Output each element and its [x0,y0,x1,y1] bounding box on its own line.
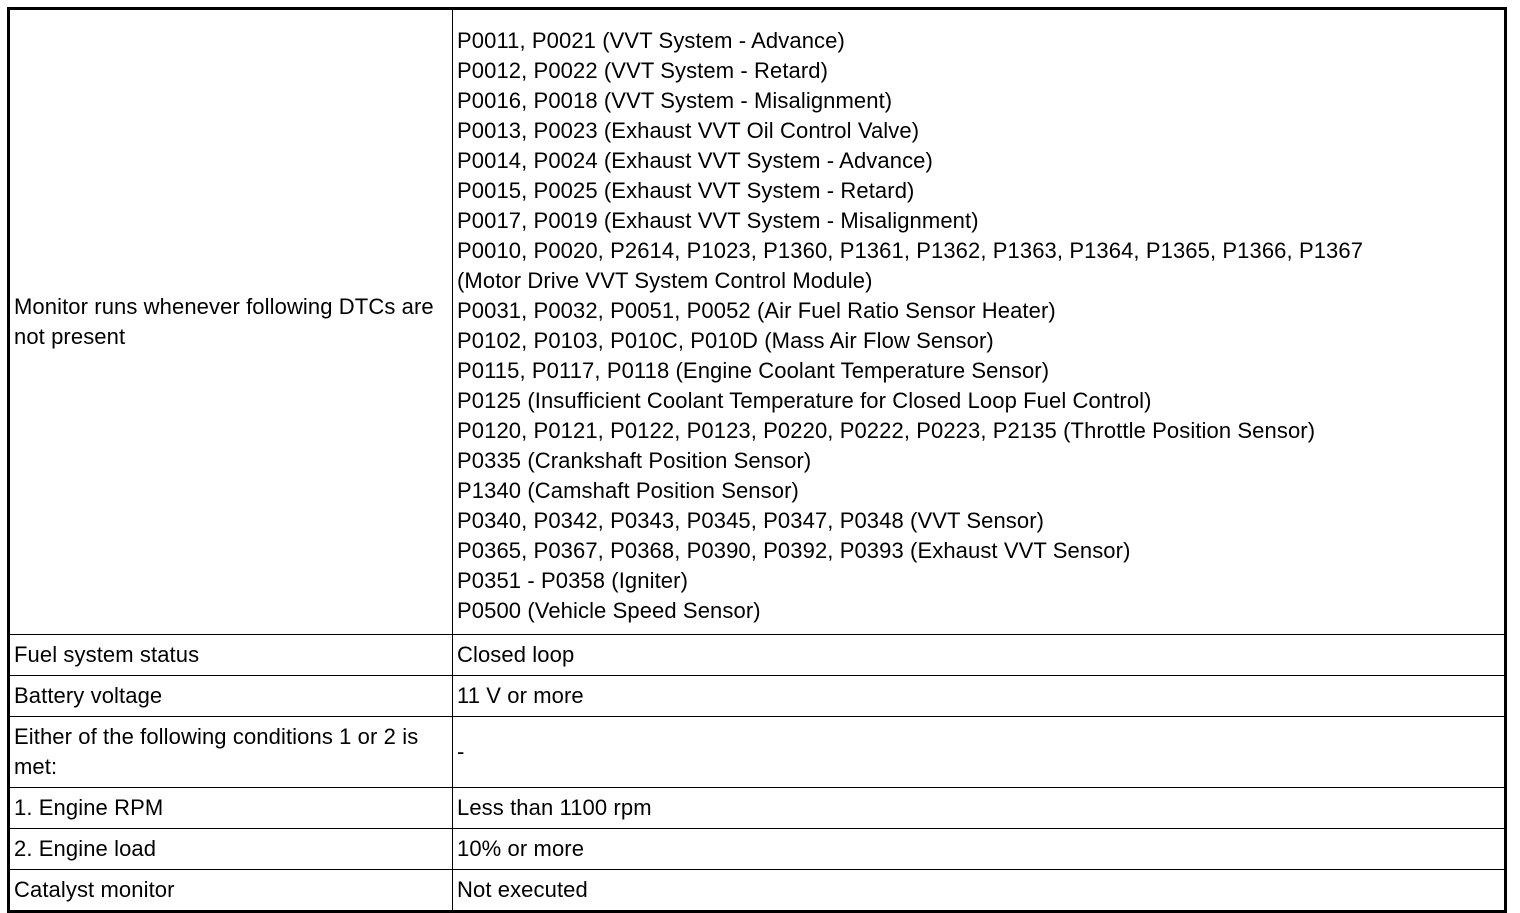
dtc-line: P0120, P0121, P0122, P0123, P0220, P0222, P0223, P2135 (Throttle Position Sensor) [457,418,1316,443]
condition-cell: Catalyst monitor [9,870,453,912]
table-row [9,788,1506,829]
value-cell: 10% or more [453,829,1506,870]
condition-cell: Either of the following conditions 1 or 2 is met: [9,717,453,788]
dtc-line: P0012, P0022 (VVT System - Retard) [457,58,829,83]
dtc-line: P0013, P0023 (Exhaust VVT Oil Control Valve) [457,118,920,143]
dtc-line: P0031, P0032, P0051, P0052 (Air Fuel Ratio Sensor Heater) [457,298,1056,323]
condition-cell: Battery voltage [9,676,453,717]
dtc-line: P0016, P0018 (VVT System - Misalignment) [457,88,893,113]
dtc-line: P0102, P0103, P010C, P010D (Mass Air Flow Sensor) [457,328,994,353]
value-cell: Less than 1100 rpm [453,788,1506,829]
condition-cell: Monitor runs whenever following DTCs are not present [9,9,453,635]
dtc-line: P0500 (Vehicle Speed Sensor) [457,598,761,623]
table-row-dtc-list [9,9,1506,635]
condition-cell: Fuel system status [9,635,453,676]
dtc-line: (Motor Drive VVT System Control Module) [457,268,873,293]
table-row [9,870,1506,912]
value-cell: 11 V or more [453,676,1506,717]
dtc-line: P0010, P0020, P2614, P1023, P1360, P1361, P1362, P1363, P1364, P1365, P1366, P1367 [457,238,1364,263]
dtc-line: P0340, P0342, P0343, P0345, P0347, P0348 (VVT Sensor) [457,508,1045,533]
dtc-line: P0014, P0024 (Exhaust VVT System - Advance) [457,148,933,173]
condition-cell: 1. Engine RPM [9,788,453,829]
dtc-list-cell [453,9,1506,635]
table-row [9,676,1506,717]
table-row [9,635,1506,676]
table-row [9,717,1506,788]
dtc-line: P0015, P0025 (Exhaust VVT System - Retard) [457,178,915,203]
dtc-line: P1340 (Camshaft Position Sensor) [457,478,799,503]
monitor-conditions-table [7,7,1507,913]
dtc-line: P0125 (Insufficient Coolant Temperature for Closed Loop Fuel Control) [457,388,1152,413]
value-cell: - [453,717,1506,788]
condition-cell: 2. Engine load [9,829,453,870]
value-cell: Closed loop [453,635,1506,676]
dtc-line: P0115, P0117, P0118 (Engine Coolant Temperature Sensor) [457,358,1050,383]
value-cell: Not executed [453,870,1506,912]
dtc-line: P0365, P0367, P0368, P0390, P0392, P0393 (Exhaust VVT Sensor) [457,538,1131,563]
dtc-line: P0017, P0019 (Exhaust VVT System - Misalignment) [457,208,979,233]
table-row [9,829,1506,870]
dtc-line: P0335 (Crankshaft Position Sensor) [457,448,812,473]
dtc-line: P0351 - P0358 (Igniter) [457,568,688,593]
dtc-line: P0011, P0021 (VVT System - Advance) [457,28,845,53]
